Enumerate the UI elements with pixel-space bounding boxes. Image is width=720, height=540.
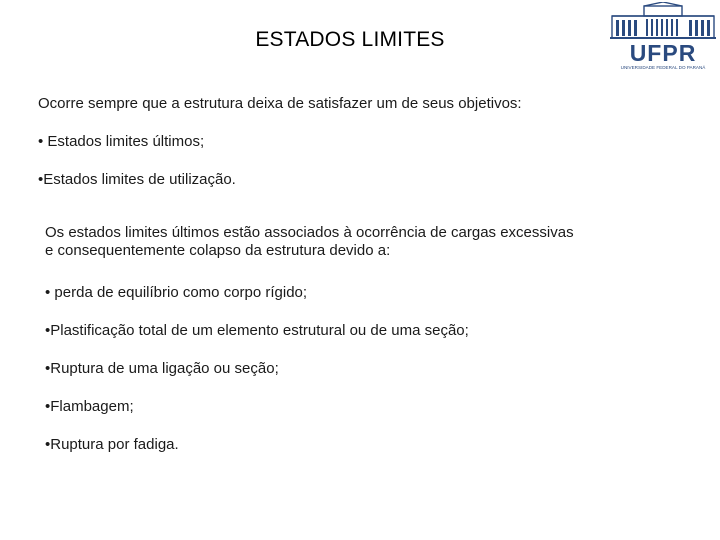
cause-item-fadiga: •Ruptura por fadiga. xyxy=(45,436,179,453)
cause-item-plastificacao: •Plastificação total de um elemento estrutural ou de uma seção; xyxy=(45,322,469,339)
bullet-estados-limites-ultimos: • Estados limites últimos; xyxy=(38,133,205,150)
bullet-estados-limites-utilizacao: •Estados limites de utilização. xyxy=(38,171,236,188)
svg-text:UNIVERSIDADE FEDERAL DO PARANÁ: UNIVERSIDADE FEDERAL DO PARANÁ xyxy=(620,65,706,70)
svg-text:UFPR: UFPR xyxy=(629,40,697,66)
page-title: ESTADOS LIMITES xyxy=(255,28,445,51)
description-line-2: e consequentemente colapso da estrutura devido a: xyxy=(45,242,391,259)
cause-item-flambagem: •Flambagem; xyxy=(45,398,134,415)
intro-text: Ocorre sempre que a estrutura deixa de satisfazer um de seus objetivos: xyxy=(38,95,522,112)
ufpr-logo-graphic xyxy=(606,2,720,72)
description-paragraph xyxy=(45,224,645,260)
cause-item-ruptura-ligacao: •Ruptura de uma ligação ou seção; xyxy=(45,360,279,377)
description-line-1: Os estados limites últimos estão associados à ocorrência de cargas excessivas xyxy=(45,224,574,241)
cause-item-equilibrio: • perda de equilíbrio como corpo rígido; xyxy=(45,284,308,301)
ufpr-logo xyxy=(606,2,720,72)
